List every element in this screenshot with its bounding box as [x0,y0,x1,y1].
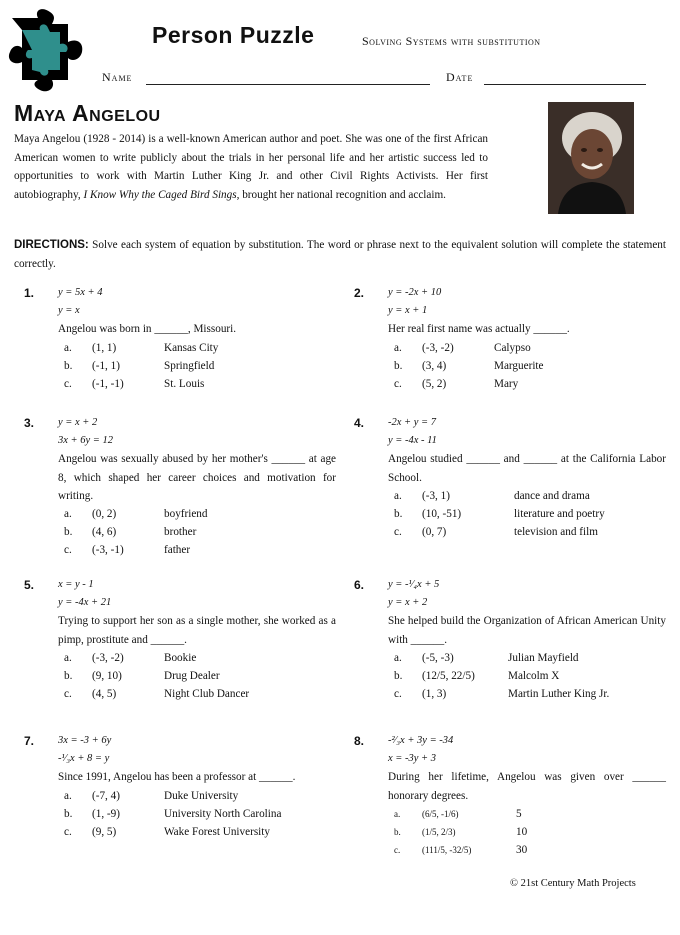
option-answer: St. Louis [164,377,205,390]
option-solution: (6/5, -1/6) [422,808,459,819]
directions-label: DIRECTIONS: [14,239,89,251]
equation-2: y = -4x - 11 [388,435,437,447]
option-answer: Duke University [164,789,239,802]
option-solution: (0, 2) [92,508,117,521]
answer-option [388,667,666,685]
equation-1: y = 5x + 4 [58,287,103,298]
option-letter: c. [64,825,72,838]
option-letter: c. [394,377,402,390]
option-letter: a. [394,651,402,664]
answer-option [388,841,666,859]
puzzle-piece-logo [0,2,90,97]
option-answer: Springfield [164,359,215,372]
answer-option [58,505,336,523]
equation-1: y = -2x + 10 [388,287,442,298]
answer-option [388,523,666,541]
answer-option [388,375,666,393]
option-letter: c. [64,688,72,701]
problem-3 [24,414,336,560]
problem-statement: Angelou was born in ______, Missouri. [58,323,237,336]
option-letter: c. [394,526,402,539]
problem-number: 3. [24,416,35,430]
copyright-footer: © 21st Century Math Projects [510,878,636,889]
option-answer: boyfriend [164,508,208,521]
option-solution: (0, 7) [422,526,447,539]
option-solution: (1/5, 2/3) [422,827,456,837]
answer-option [58,523,336,541]
option-letter: a. [64,789,72,802]
option-letter: b. [64,670,73,682]
option-solution: (-7, 4) [92,789,120,802]
option-letter: c. [64,544,72,557]
problem-number: 7. [24,734,35,748]
option-answer: Night Club Dancer [164,688,250,701]
equation-2: y = x [58,305,80,317]
equation-1: -²⁄₃x + 3y = -34 [388,735,454,746]
option-letter: a. [394,489,402,502]
answer-option [58,339,336,357]
worksheet-subtitle: Solving Systems with substitution [362,34,541,48]
option-answer: Mary [494,377,519,390]
option-solution: (-5, -3) [422,651,454,664]
answer-option [58,787,336,805]
option-solution: (-1, -1) [92,377,124,390]
option-answer: Calypso [494,341,531,354]
option-letter: c. [64,377,72,390]
problem-number: 2. [354,286,365,300]
equation-2: x = -3y + 3 [388,753,436,765]
option-solution: (9, 10) [92,670,122,682]
option-solution: (4, 5) [92,688,117,701]
answer-option [388,823,666,841]
problem-number: 6. [354,578,365,592]
answer-option [58,357,336,375]
answer-option [58,375,336,393]
directions-text: Solve each system of equation by substitution. The word or phrase next to the equivalent solution will complete the statement correctly. [14,239,666,270]
problem-statement: Her real first name was actually ______. [388,323,570,336]
answer-option [58,649,336,667]
bio-text: Maya Angelou (1928 - 2014) is a well-known American author and poet. She was one of the first African American women to write publicly about the trials in her personal life and her artistic success led to opportunities to work with Martin Luther King Jr. and other Civil Rights Activists. Her first autobiography, [14,133,488,201]
option-answer: Kansas City [164,341,219,354]
option-answer: Malcolm X [508,670,560,682]
option-answer: 30 [516,844,528,857]
problem-2 [354,284,666,393]
equation-2: y = -4x + 21 [58,597,112,609]
equation-2: y = x + 2 [388,597,428,609]
option-solution: (-3, -2) [92,651,124,664]
option-letter: b. [394,827,401,837]
option-solution: (1, 1) [92,341,117,354]
option-solution: (-3, 1) [422,489,450,502]
option-solution: (-1, 1) [92,359,120,372]
option-letter: b. [64,359,73,372]
problem-statement: She helped build the Organization of African American Unity with ______. [388,615,666,646]
problem-statement: During her lifetime, Angelou was given over ______ honorary degrees. [388,771,666,802]
option-solution: (1, -9) [92,807,120,820]
equation-2: y = x + 1 [388,305,428,317]
option-solution: (3, 4) [422,359,447,372]
option-answer: Drug Dealer [164,670,220,682]
problem-8 [354,732,666,859]
equation-1: -2x + y = 7 [388,417,436,428]
option-letter: b. [394,670,403,682]
problem-number: 1. [24,286,35,300]
option-answer: Julian Mayfield [508,651,579,664]
date-label: Date [446,70,474,84]
answer-option [388,357,666,375]
name-field[interactable] [146,84,430,85]
option-solution: (1, 3) [422,688,447,701]
answer-option [58,823,336,841]
answer-option [58,667,336,685]
option-answer: Bookie [164,651,197,664]
option-solution: (5, 2) [422,377,447,390]
option-answer: brother [164,526,197,539]
problem-statement: Since 1991, Angelou has been a professor at ______. [58,771,296,784]
person-name: Maya Angelou [14,100,161,126]
problem-5 [24,576,336,703]
problem-statement: Angelou was sexually abused by her mother's ______ at age 8, which shaped her career choices and motivation for writing. [58,453,336,502]
book-title: I Know Why the Caged Bird Sings, [83,188,240,201]
answer-option [58,805,336,823]
option-letter: b. [394,359,403,372]
option-answer: 5 [516,807,522,820]
name-label: Name [102,70,133,84]
problem-6 [354,576,666,703]
answer-option [388,685,666,703]
portrait-photo [548,102,634,214]
answer-option [388,649,666,667]
option-letter: a. [64,341,72,354]
option-answer: 10 [516,826,528,838]
date-field[interactable] [484,84,646,85]
problem-number: 4. [354,416,365,430]
equation-1: 3x = -3 + 6y [58,735,112,746]
problem-4 [354,414,666,541]
option-letter: a. [394,808,401,819]
biography-paragraph [14,130,488,204]
option-letter: a. [64,508,72,521]
option-answer: University North Carolina [164,807,282,820]
option-solution: (-3, -1) [92,544,124,557]
option-answer: Wake Forest University [164,825,270,838]
problem-number: 8. [354,734,365,748]
answer-option [58,541,336,559]
option-answer: father [164,544,191,557]
worksheet-title: Person Puzzle [152,22,315,48]
option-solution: (9, 5) [92,825,117,838]
option-solution: (10, -51) [422,508,462,520]
equation-1: x = y - 1 [58,579,94,590]
answer-option [388,805,666,823]
equation-2: 3x + 6y = 12 [58,435,113,447]
option-letter: b. [64,526,73,539]
problem-number: 5. [24,578,35,592]
problem-statement: Trying to support her son as a single mother, she worked as a pimp, prostitute and ______. [58,615,336,646]
equation-1: y = x + 2 [58,417,98,428]
answer-option [388,487,666,505]
problem-statement: Angelou studied ______ and ______ at the California Labor School. [388,453,666,484]
directions-paragraph [14,236,666,273]
answer-option [388,339,666,357]
equation-2: -¹⁄₃x + 8 = y [58,753,110,765]
option-answer: Marguerite [494,359,544,372]
option-answer: Martin Luther King Jr. [508,688,610,701]
problem-1 [24,284,336,393]
option-answer: dance and drama [514,489,590,502]
option-answer: literature and poetry [514,508,605,520]
equation-1: y = -¹⁄₄x + 5 [388,579,440,590]
option-solution: (4, 6) [92,526,117,539]
problem-7 [24,732,336,841]
option-solution: (-3, -2) [422,341,454,354]
option-letter: c. [394,845,401,856]
option-letter: b. [394,508,403,520]
answer-option [388,505,666,523]
option-letter: c. [394,688,402,701]
option-letter: b. [64,807,73,820]
option-solution: (111/5, -32/5) [422,845,472,856]
option-letter: a. [394,341,402,354]
bio-end: brought her national recognition and acclaim. [239,188,446,201]
answer-option [58,685,336,703]
option-answer: television and film [514,526,598,539]
option-letter: a. [64,651,72,664]
option-solution: (12/5, 22/5) [422,670,475,682]
